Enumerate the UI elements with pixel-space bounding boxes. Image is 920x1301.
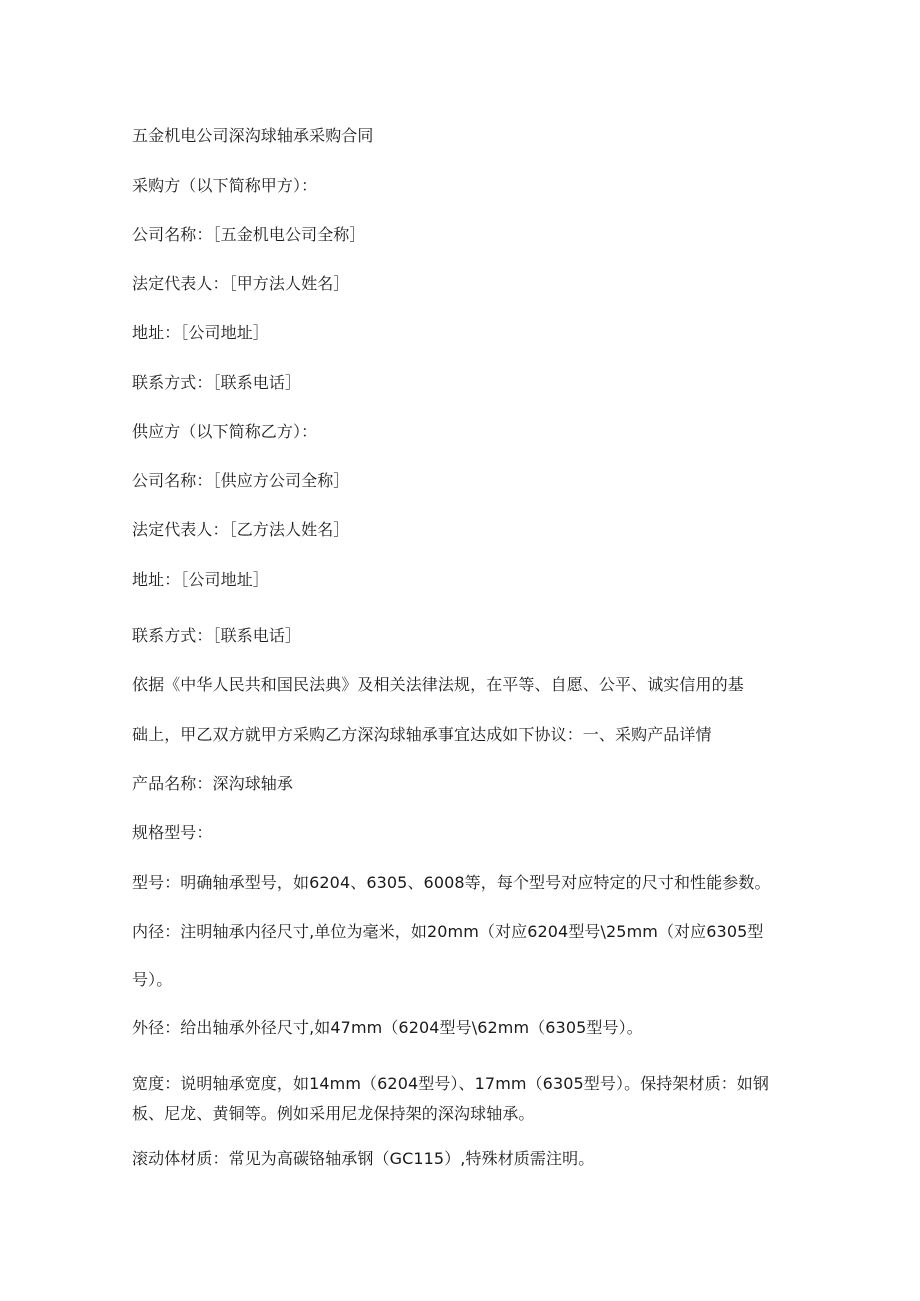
supplier-legal-representative: 法定代表人：［乙方法人姓名］ [132,520,350,539]
rolling-element-material: 滚动体材质：常见为高碳铬轴承钢（GC115）,特殊材质需注明。 [132,1149,595,1168]
product-name: 产品名称：深沟球轴承 [132,774,294,793]
preamble-line-2: 础上，甲乙双方就甲方采购乙方深沟球轴承事宜达成如下协议：一、采购产品详情 [132,725,712,744]
model-spec: 型号：明确轴承型号，如6204、6305、6008等，每个型号对应特定的尺寸和性能参数。 [132,873,771,892]
supplier-contact: 联系方式：［联系电话］ [132,626,302,645]
outer-diameter: 外径：给出轴承外径尺寸,如47mm（6204型号\62mm（6305型号）。 [132,1018,643,1037]
buyer-heading: 采购方（以下简称甲方）： [132,176,318,195]
width-cage-line-2: 板、尼龙、黄铜等。例如采用尼龙保持架的深沟球轴承。 [132,1104,535,1123]
buyer-legal-representative: 法定代表人：［甲方法人姓名］ [132,274,350,293]
supplier-heading: 供应方（以下简称乙方）： [132,422,318,441]
width-cage-line-1: 宽度：说明轴承宽度，如14mm（6204型号）、17mm（6305型号）。保持架材质：如钢 [132,1074,770,1093]
contract-title: 五金机电公司深沟球轴承采购合同 [132,126,374,145]
inner-diameter-line-1: 内径：注明轴承内径尺寸,单位为毫米，如20mm（对应6204型号\25mm（对应6305型 [132,922,764,941]
buyer-company-name: 公司名称：［五金机电公司全称］ [132,225,366,244]
buyer-address: 地址：［公司地址］ [132,323,269,342]
supplier-address: 地址：［公司地址］ [132,570,269,589]
spec-heading: 规格型号： [132,823,213,842]
supplier-company-name: 公司名称：［供应方公司全称］ [132,471,350,490]
buyer-contact: 联系方式：［联系电话］ [132,373,302,392]
inner-diameter-line-2: 号）。 [132,970,173,989]
preamble-line-1: 依据《中华人民共和国民法典》及相关法律法规，在平等、自愿、公平、诚实信用的基 [132,675,744,694]
